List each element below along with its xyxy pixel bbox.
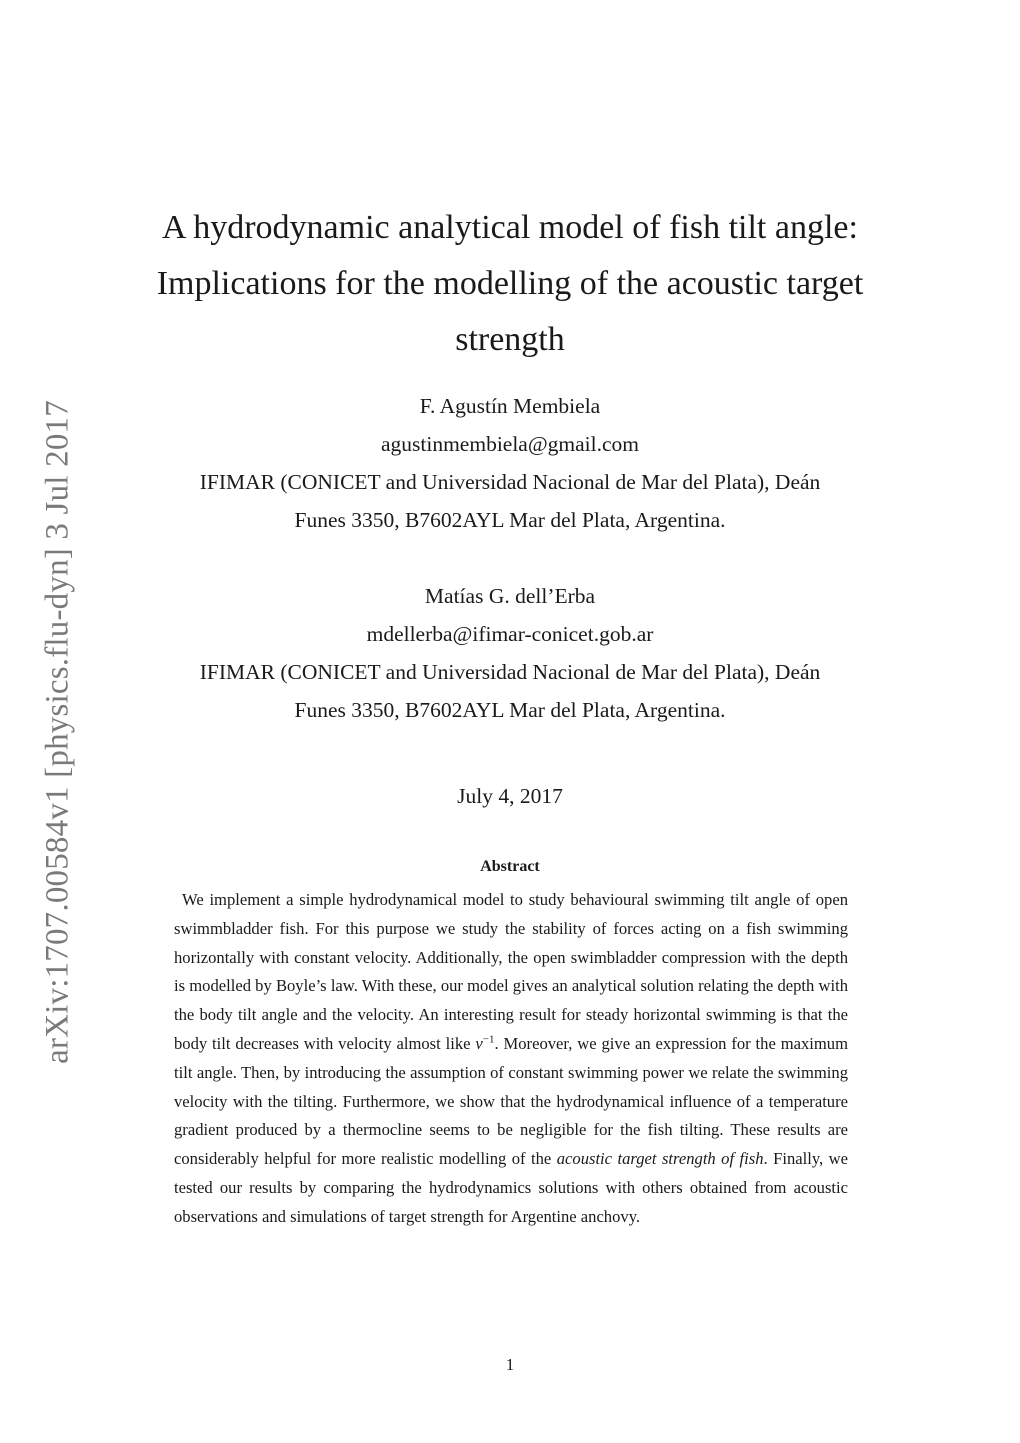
publication-date: July 4, 2017 [457,784,563,808]
author-email: agustinmembiela@gmail.com [380,432,640,456]
author-affiliation-line-2: Funes 3350, B7602AYL Mar del Plata, Argentina. [294,508,726,532]
math-variable-v: v [475,1033,483,1053]
abstract-text-part-3: . Finally, we tested our results by comparing the hydrodynamics solutions with others obtained from acoustic observations and simulations of target strength for Argentine anchovy. [174,1149,848,1226]
author-block-2 [110,577,910,729]
math-exponent: −1 [482,1033,495,1046]
arxiv-identifier-stamp: arXiv:1707.00584v1 [physics.flu-dyn] 3 Jul 2017 [39,400,76,1064]
author-email: mdellerba@ifimar-conicet.gob.ar [366,622,654,646]
title-line-1: A hydrodynamic analytical model of fish tilt angle: [162,209,858,246]
abstract-text-part-2: . Moreover, we give an expression for the maximum tilt angle. Then, by introducing the assumption of constant swimming power we relate the swimming velocity with the tilting. Furthermore, we show that the hydrodynamical influence of a temperature gradient produced by a thermocline seems to be negligible for the fish tilting. These results are considerably helpful for more realistic modelling of the [174,1033,848,1169]
author-affiliation-line-1: IFIMAR (CONICET and Universidad Nacional de Mar del Plata), Deán [199,660,821,684]
paper-title [110,200,910,368]
abstract-body [174,886,848,1232]
author-name: Matías G. dell’Erba [424,584,596,608]
author-affiliation-line-1: IFIMAR (CONICET and Universidad Nacional de Mar del Plata), Deán [199,470,821,494]
author-affiliation-line-2: Funes 3350, B7602AYL Mar del Plata, Argentina. [294,698,726,722]
page-number: 1 [505,1355,515,1374]
author-block-1 [110,387,910,539]
title-line-3: strength [455,321,565,358]
author-name: F. Agustín Membiela [419,394,601,418]
title-line-2: Implications for the modelling of the acoustic target [156,265,864,302]
abstract-heading: Abstract [480,858,540,875]
abstract-emphasis: acoustic target strength of fish [556,1149,764,1169]
abstract-text-part-1: We implement a simple hydrodynamical model to study behavioural swimming tilt angle of open swimmbladder fish. For this purpose we study the stability of forces acting on a fish swimming horizontally with constant velocity. Additionally, the open swimbladder compression with the depth is modelled by Boyle’s law. With these, our model gives an analytical solution relating the depth with the body tilt angle and the velocity. An interesting result for steady horizontal swimming is that the body tilt decreases with velocity almost like [174,890,848,1053]
